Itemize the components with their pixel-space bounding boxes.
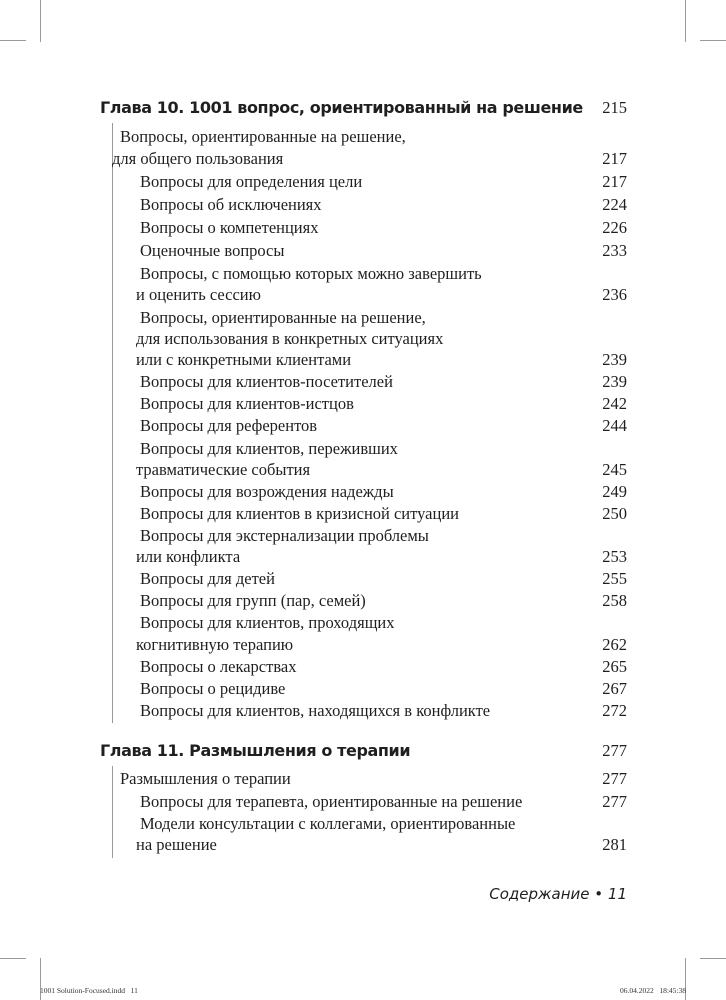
- page-number: 258: [602, 591, 627, 610]
- entry-title: Вопросы для клиентов в кризисной ситуации: [140, 504, 459, 523]
- entry-title: Вопросы для детей: [140, 569, 275, 588]
- entry-title: или с конкретными клиентами: [136, 350, 352, 369]
- running-footer: [489, 885, 627, 903]
- page-number: 262: [602, 635, 627, 654]
- entry-title: Размышления о терапии: [120, 769, 291, 788]
- entry-title: травматические события: [136, 460, 311, 479]
- page-number: 265: [602, 657, 627, 676]
- entry-title: Модели консультации с коллегами, ориентированные: [140, 814, 516, 833]
- page-number: 277: [602, 741, 627, 760]
- entry-title: Вопросы о компетенциях: [140, 218, 319, 237]
- page-number: 217: [602, 149, 627, 168]
- chapter-title: Глава 10. 1001 вопрос, ориентированный на решение: [100, 98, 583, 117]
- entry-title: или конфликта: [136, 547, 241, 566]
- page-number: 277: [602, 769, 627, 788]
- page-number: 245: [602, 460, 627, 479]
- chapter-title: Глава 11. Размышления о терапии: [100, 741, 411, 760]
- entry-title: для общего пользования: [112, 149, 284, 168]
- entry-title: Вопросы, ориентированные на решение,: [140, 308, 426, 327]
- footer-section: Содержание: [489, 885, 590, 903]
- page-number: 239: [602, 350, 627, 369]
- footer-page-number: 11: [607, 885, 627, 903]
- page-number: 272: [602, 701, 627, 720]
- entry-title: Вопросы для референтов: [140, 416, 318, 435]
- page-number: 253: [602, 547, 627, 566]
- slug-datetime: 06.04.2022 18:45:38: [619, 986, 686, 995]
- entry-title: Вопросы для возрождения надежды: [140, 482, 394, 501]
- entry-title: для использования в конкретных ситуациях: [136, 329, 444, 348]
- page-number: 242: [602, 394, 627, 413]
- section-rule: [112, 766, 113, 858]
- entry-title: и оценить сессию: [136, 285, 261, 304]
- entry-title: Вопросы для клиентов, переживших: [140, 439, 398, 458]
- page-number: 267: [602, 679, 627, 698]
- page-number: 277: [602, 792, 627, 811]
- entry-title: Вопросы о лекарствах: [140, 657, 297, 676]
- footer-bullet: •: [594, 885, 604, 903]
- entry-title: Вопросы, ориентированные на решение,: [120, 127, 406, 146]
- entry-title: Вопросы для клиентов-посетителей: [140, 372, 393, 391]
- page-number: 224: [602, 195, 627, 214]
- slug-file: 1001 Solution-Focused.indd 11: [40, 986, 138, 995]
- page-number: 281: [602, 835, 627, 854]
- entry-title: Вопросы, с помощью которых можно завершить: [140, 264, 482, 283]
- page-number: 244: [602, 416, 627, 435]
- entry-title: Вопросы о рецидиве: [140, 679, 286, 698]
- page-number: 236: [602, 285, 627, 304]
- page-number: 255: [602, 569, 627, 588]
- page-number: 215: [602, 98, 627, 117]
- entry-title: Оценочные вопросы: [140, 241, 285, 260]
- entry-title: Вопросы для клиентов-истцов: [140, 394, 354, 413]
- page-number: 217: [602, 172, 627, 191]
- page-number: 250: [602, 504, 627, 523]
- page-number: 226: [602, 218, 627, 237]
- entry-title: Вопросы для клиентов, проходящих: [140, 613, 395, 632]
- entry-title: когнитивную терапию: [136, 635, 294, 654]
- section-rule: [112, 123, 113, 723]
- entry-title: на решение: [136, 835, 217, 854]
- entry-title: Вопросы для определения цели: [140, 172, 363, 191]
- entry-title: Вопросы для терапевта, ориентированные на решение: [140, 792, 523, 811]
- entry-title: Вопросы для клиентов, находящихся в конфликте: [140, 701, 491, 720]
- page-number: 233: [602, 241, 627, 260]
- entry-title: Вопросы для экстернализации проблемы: [140, 526, 429, 545]
- entry-title: Вопросы об исключениях: [140, 195, 322, 214]
- page-number: 239: [602, 372, 627, 391]
- page-number: 249: [602, 482, 627, 501]
- entry-title: Вопросы для групп (пар, семей): [140, 591, 366, 610]
